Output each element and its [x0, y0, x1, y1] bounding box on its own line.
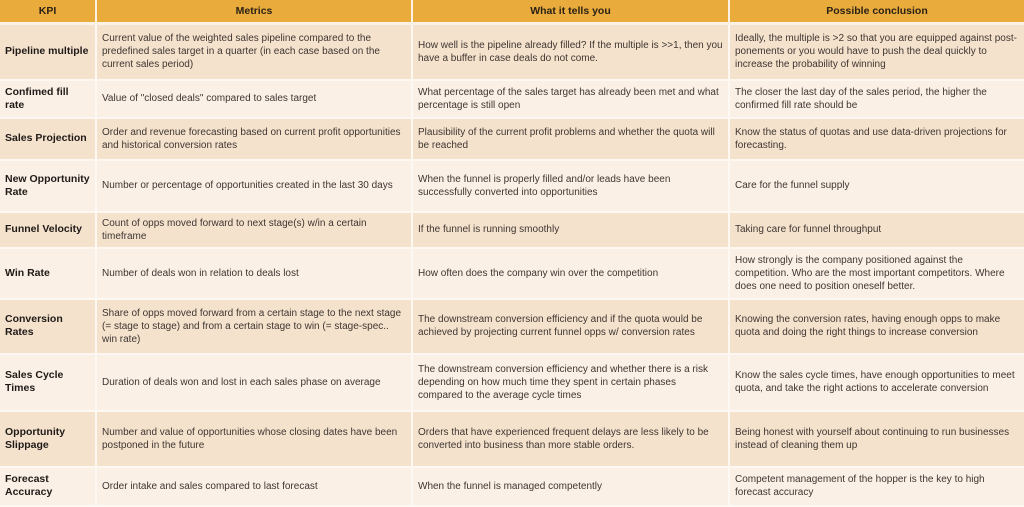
kpi-cell: Pipeline multiple [0, 24, 96, 80]
metrics-cell: Value of "closed deals" compared to sales target [96, 80, 412, 118]
conclusion-cell: Being honest with yourself about continuing to run businesses instead of cleaning them up [729, 411, 1024, 467]
tells-cell: Plausibility of the current profit problems and whether the quota will be reached [412, 118, 729, 160]
table-row [0, 354, 1024, 411]
conclusion-cell: Competent management of the hopper is the key to high forecast accuracy [729, 467, 1024, 506]
header-possible-conclusion: Possible conclusion [729, 0, 1024, 24]
table-row [0, 118, 1024, 160]
table-header [0, 0, 1024, 24]
table-row [0, 299, 1024, 354]
tells-cell: The downstream conversion efficiency and if the quota would be achieved by projecting current funnel opps w/ conversion rates [412, 299, 729, 354]
table-body [0, 24, 1024, 506]
metrics-cell: Duration of deals won and lost in each sales phase on average [96, 354, 412, 411]
conclusion-cell: Know the status of quotas and use data-driven projections for forecasting. [729, 118, 1024, 160]
metrics-cell: Number of deals won in relation to deals lost [96, 248, 412, 299]
tells-cell: When the funnel is managed competently [412, 467, 729, 506]
conclusion-cell: Knowing the conversion rates, having enough opps to make quota and doing the right things to increase conversion [729, 299, 1024, 354]
conclusion-cell: The closer the last day of the sales period, the higher the confirmed fill rate should be [729, 80, 1024, 118]
metrics-cell: Order and revenue forecasting based on current profit opportunities and historical conversion rates [96, 118, 412, 160]
metrics-cell: Share of opps moved forward from a certain stage to the next stage (= stage to stage) and from a certain stage to win (= stage-spec.. win rate) [96, 299, 412, 354]
kpi-cell: Funnel Velocity [0, 212, 96, 248]
kpi-cell: Opportunity Slippage [0, 411, 96, 467]
header-metrics: Metrics [96, 0, 412, 24]
header-row [0, 0, 1024, 24]
tells-cell: How often does the company win over the competition [412, 248, 729, 299]
metrics-cell: Number or percentage of opportunities created in the last 30 days [96, 160, 412, 212]
conclusion-cell: How strongly is the company positioned against the competition. Who are the most important competitors. Where does one need to position oneself better. [729, 248, 1024, 299]
metrics-cell: Order intake and sales compared to last forecast [96, 467, 412, 506]
conclusion-cell: Taking care for funnel throughput [729, 212, 1024, 248]
kpi-cell: New Opportunity Rate [0, 160, 96, 212]
metrics-cell: Count of opps moved forward to next stage(s) w/in a certain timeframe [96, 212, 412, 248]
table-row [0, 467, 1024, 506]
tells-cell: What percentage of the sales target has already been met and what percentage is still open [412, 80, 729, 118]
table-row [0, 160, 1024, 212]
table-row [0, 212, 1024, 248]
kpi-cell: Conversion Rates [0, 299, 96, 354]
table-row [0, 248, 1024, 299]
conclusion-cell: Ideally, the multiple is >2 so that you are equipped against post-ponements or you would have to push the deal quickly to increase the probability of winning [729, 24, 1024, 80]
table-row [0, 411, 1024, 467]
kpi-cell: Forecast Accuracy [0, 467, 96, 506]
kpi-cell: Win Rate [0, 248, 96, 299]
tells-cell: The downstream conversion efficiency and whether there is a risk depending on how much time they spent in certain phases compared to the average cycle times [412, 354, 729, 411]
conclusion-cell: Care for the funnel supply [729, 160, 1024, 212]
table-row [0, 24, 1024, 80]
header-what-it-tells-you: What it tells you [412, 0, 729, 24]
metrics-cell: Current value of the weighted sales pipeline compared to the predefined sales target in a quarter (in each case based on the current sales period) [96, 24, 412, 80]
kpi-cell: Sales Projection [0, 118, 96, 160]
tells-cell: When the funnel is properly filled and/or leads have been successfully converted into opportunities [412, 160, 729, 212]
conclusion-cell: Know the sales cycle times, have enough opportunities to meet quota, and take the right actions to accelerate conversion [729, 354, 1024, 411]
kpi-cell: Sales Cycle Times [0, 354, 96, 411]
table-row [0, 80, 1024, 118]
header-kpi: KPI [0, 0, 96, 24]
tells-cell: If the funnel is running smoothly [412, 212, 729, 248]
tells-cell: Orders that have experienced frequent delays are less likely to be converted into business than more stable orders. [412, 411, 729, 467]
tells-cell: How well is the pipeline already filled? If the multiple is >>1, then you have a buffer in case deals do not come. [412, 24, 729, 80]
metrics-cell: Number and value of opportunities whose closing dates have been postponed in the future [96, 411, 412, 467]
kpi-cell: Confimed fill rate [0, 80, 96, 118]
